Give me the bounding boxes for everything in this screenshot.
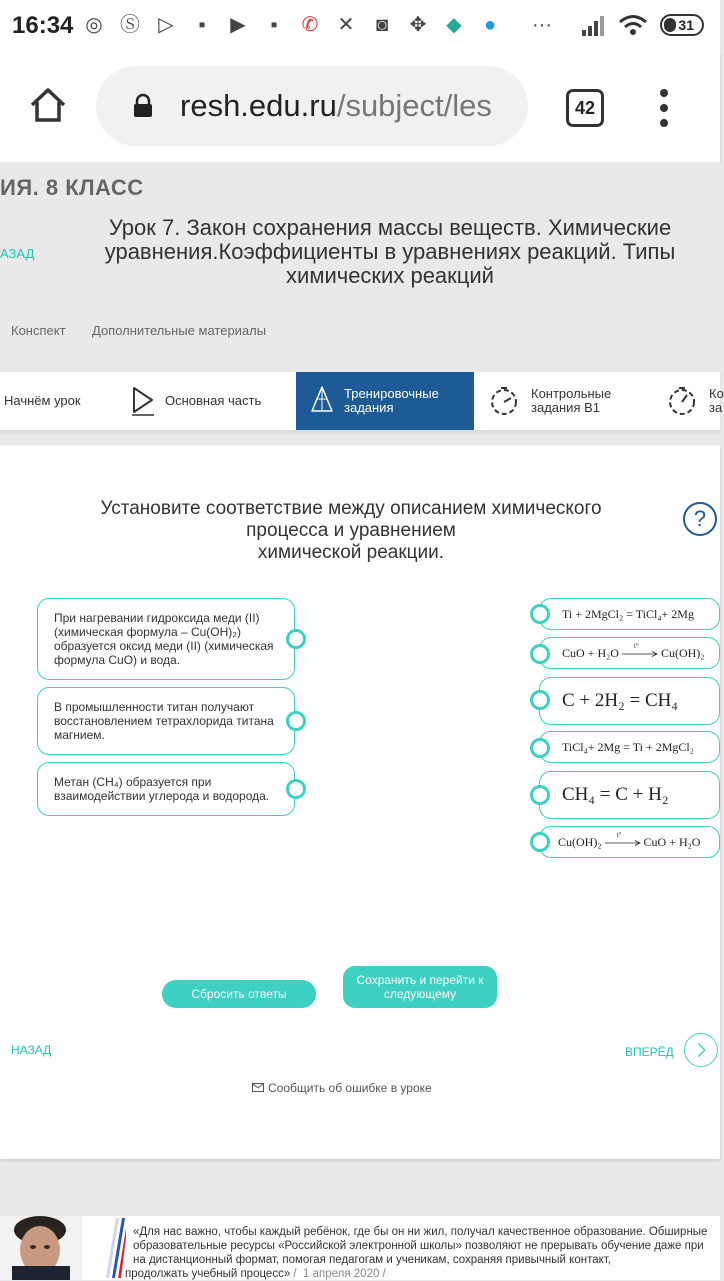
heat-arrow (605, 831, 641, 849)
quote-line: «Для нас важно, чтобы каждый ребёнок, где бы он ни жил, получал качественное образование. Обширные (133, 1226, 708, 1238)
wifi-icon (618, 14, 648, 36)
url-path: /subject/les (336, 88, 492, 123)
signal-icon (582, 14, 608, 36)
tab-additional-materials[interactable]: Дополнительные материалы (92, 323, 267, 338)
match-left-text: Метан (CH₄) образуется при взаимодействии углерода и водорода. (54, 775, 270, 803)
activity-icon: ◎ (85, 14, 103, 36)
nav-training-tasks[interactable] (296, 372, 474, 430)
quote-end: продолжать учебный процесс» (125, 1268, 291, 1280)
match-right-connector[interactable] (530, 690, 550, 710)
battery-level: 31 (678, 17, 694, 33)
match-right-connector[interactable] (530, 832, 550, 852)
reset-answers-button[interactable]: Сбросить ответы (162, 980, 316, 1008)
match-left-item[interactable] (37, 687, 295, 755)
nav-start-lesson[interactable] (0, 372, 120, 430)
chat-icon: ▪ (198, 14, 206, 36)
chat-icon: ▪ (270, 14, 278, 36)
quote-line: продолжать учебный процесс» / 1 апреля 2020 / (125, 1268, 386, 1280)
play-icon (130, 385, 156, 417)
match-left-connector[interactable] (286, 629, 306, 649)
tab-konspekt[interactable]: Конспект (11, 323, 66, 338)
nav-main-part[interactable] (120, 372, 296, 430)
nav-label: Начнём урок (4, 393, 81, 408)
arrow-condition: t° (616, 831, 622, 839)
match-right-item[interactable] (539, 826, 720, 858)
help-button[interactable]: ? (683, 502, 717, 536)
match-right-connector[interactable] (530, 604, 550, 624)
equation-reactants: Cu(OH)₂ (558, 834, 602, 849)
clock: 16:34 (12, 12, 74, 39)
instruction-line: химической реакции. (257, 542, 445, 563)
nav-label: Тренировочные задания (344, 386, 439, 415)
equation-reactants: CuO + H₂O (562, 645, 619, 660)
task-instruction (36, 498, 666, 564)
menu-dots-icon[interactable] (655, 88, 673, 128)
nav-control-tasks-b2[interactable] (650, 372, 724, 430)
address-bar[interactable] (96, 66, 528, 146)
training-icon (310, 385, 334, 415)
quote-text (125, 1225, 723, 1281)
nav-label: Ко за (709, 386, 724, 415)
equation-products: CuO + H₂O (643, 834, 701, 849)
report-error-link[interactable] (252, 1081, 432, 1095)
equation: Ti + 2MgCl₂ = TiCl₄+ 2Mg (562, 606, 694, 621)
nav-label: Основная часть (165, 393, 262, 408)
subject-title: ИЯ. 8 КЛАСС (0, 175, 144, 200)
match-left-item[interactable] (37, 762, 295, 816)
match-right-connector[interactable] (530, 644, 550, 664)
lock-icon (132, 94, 154, 118)
tab-count-button[interactable]: 42 (566, 89, 604, 127)
quote-line: образовательные ресурсы «Российской электронной школы» позволяют не прерывать обучение даже при (133, 1240, 704, 1252)
home-icon[interactable] (28, 85, 68, 125)
header-back-link[interactable]: АЗАД (0, 246, 35, 261)
equation: C + 2H₂ = CH₄ (562, 690, 678, 711)
heat-arrow (622, 642, 658, 660)
play-store-icon: ▷ (158, 14, 174, 36)
gamepad-icon: ✥ (409, 14, 427, 36)
stopwatch-icon (488, 385, 520, 417)
arrow-condition: t° (633, 642, 639, 650)
nav-label: Контрольные задания В1 (531, 386, 612, 415)
report-error-text: Сообщить об ошибке в уроке (268, 1081, 432, 1095)
equation: CH₄ = C + H₂ (562, 784, 669, 805)
quote-date: 1 апреля 2020 (303, 1268, 380, 1280)
match-left-text: В промышленности титан получают восстановлением тетрахлорида титана магнием. (54, 700, 274, 742)
match-right-connector[interactable] (530, 738, 550, 758)
instruction-line: Установите соответствие между описанием химического процесса и уравнением (100, 498, 602, 541)
match-right-item[interactable] (539, 731, 720, 763)
status-bar (0, 0, 720, 52)
match-right-item[interactable] (539, 771, 720, 819)
url-domain: resh.edu.ru (180, 88, 337, 123)
match-left-connector[interactable] (286, 779, 306, 799)
equation-products: Cu(OH)₂ (660, 645, 705, 660)
quote-banner (0, 1216, 720, 1280)
stopwatch-icon (666, 385, 698, 417)
lesson-nav (0, 372, 724, 430)
task-card (0, 445, 720, 1159)
portrait-photo (0, 1216, 82, 1280)
forward-arrow-icon[interactable] (684, 1033, 718, 1067)
battery-indicator (660, 14, 704, 36)
browser-toolbar (0, 52, 720, 162)
match-right-item[interactable] (539, 637, 720, 669)
mail-icon (252, 1083, 264, 1092)
quote-line: на дистанционный формат, помогая педагогам и ученикам, сохраняя привычный контакт, (133, 1254, 611, 1266)
more-icon: ··· (532, 14, 552, 36)
match-left-item[interactable] (37, 598, 295, 680)
url-text[interactable] (180, 88, 510, 124)
save-next-button[interactable]: Сохранить и перейти к следующему (343, 966, 497, 1008)
instagram-icon: ◙ (375, 14, 389, 36)
match-left-connector[interactable] (286, 711, 306, 731)
match-right-connector[interactable] (530, 785, 550, 805)
lesson-title: Урок 7. Закон сохранения массы веществ. Химические уравнения.Коэффициенты в уравнениях реакций. Типы химических реакций (104, 215, 676, 288)
browser-icon: ● (483, 14, 497, 36)
match-right-item[interactable] (539, 598, 720, 630)
skype-icon: Ⓢ (120, 14, 140, 36)
forward-link[interactable]: ВПЕРЁД (625, 1045, 674, 1059)
missed-call-icon: ✆ (301, 14, 319, 36)
x-icon: ✕ (337, 14, 355, 36)
flag-stripes-icon (100, 1218, 126, 1278)
equation: TiCl₄+ 2Mg = Ti + 2MgCl₂ (562, 739, 694, 754)
maps-icon: ◆ (446, 14, 462, 36)
youtube-icon: ▶ (230, 14, 246, 36)
match-right-item[interactable] (539, 677, 720, 725)
nav-control-tasks-b1[interactable] (474, 372, 650, 430)
match-left-text: При нагревании гидроксида меди (II) (химическая формула – Cu(OH)₂) образуется оксид меди (II) (химическая формула CuO) и вода. (54, 611, 274, 667)
back-link[interactable]: НАЗАД (11, 1043, 52, 1057)
